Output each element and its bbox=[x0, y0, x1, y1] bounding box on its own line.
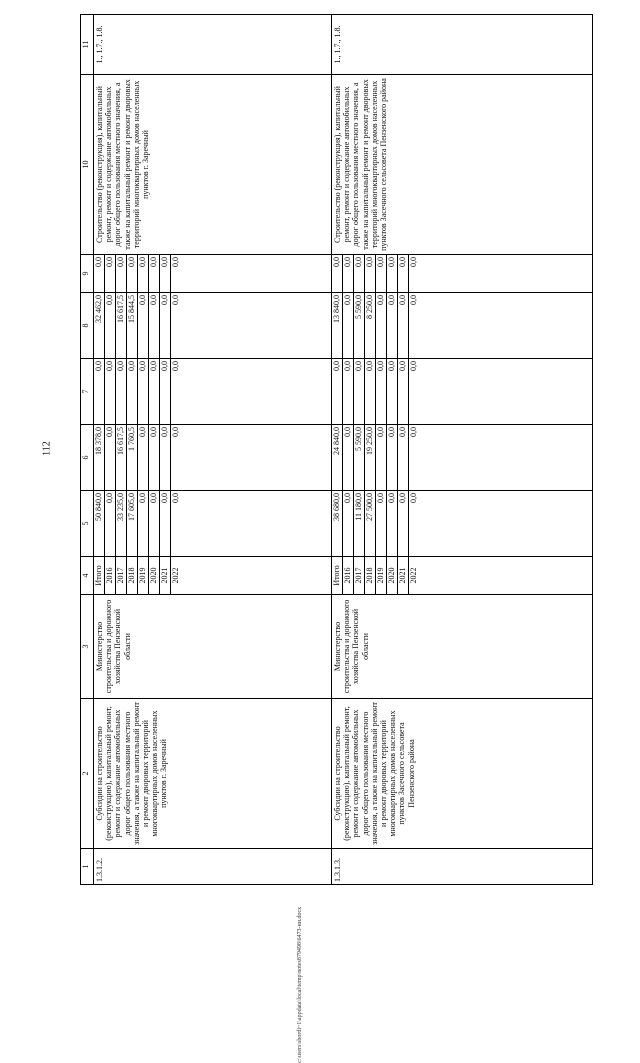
value: 0,0 bbox=[343, 255, 354, 292]
value: 0,0 bbox=[332, 359, 343, 424]
value: 0,0 bbox=[376, 425, 387, 490]
value: 0,0 bbox=[94, 255, 105, 292]
value: 19 250,0 bbox=[365, 425, 376, 490]
col6-cell bbox=[94, 425, 332, 491]
table-row bbox=[94, 15, 332, 885]
value: 0,0 bbox=[343, 359, 354, 424]
row-result: Строительство (реконструкция), капитальный ремонт, ремонт и содержание автомобильных дорог общего пользования местного значения, а также на капитальный ремонт и ремонт дворовых территорий многоквартирных домов населенных пунктов г. Заречный bbox=[94, 75, 332, 255]
value: 0,0 bbox=[387, 491, 398, 556]
row-executor: Министерство строительства и дорожного хозяйства Пензенской области bbox=[94, 595, 332, 699]
value: 0,0 bbox=[105, 491, 116, 556]
value: 18 378,0 bbox=[94, 425, 105, 490]
value: 0,0 bbox=[398, 359, 409, 424]
value: 0,0 bbox=[409, 295, 418, 305]
year: 2022 bbox=[171, 567, 180, 584]
value: 5 590,0 bbox=[354, 425, 365, 490]
value: 0,0 bbox=[160, 491, 171, 556]
value: 0,0 bbox=[116, 255, 127, 292]
col9-cell bbox=[332, 255, 593, 293]
years-cell bbox=[94, 557, 332, 595]
header-cell: 10 bbox=[81, 75, 94, 255]
year: 2021 bbox=[160, 557, 171, 594]
program-table bbox=[80, 14, 593, 885]
header-cell: 5 bbox=[81, 491, 94, 557]
header-cell: 8 bbox=[81, 293, 94, 359]
table-row bbox=[332, 15, 593, 885]
value: 0,0 bbox=[127, 359, 138, 424]
value: 0,0 bbox=[398, 491, 409, 556]
value: 0,0 bbox=[160, 293, 171, 358]
value: 38 680,0 bbox=[332, 491, 343, 556]
row-indicators: 1., 1.7., 1.8. bbox=[94, 15, 332, 75]
value: 0,0 bbox=[160, 425, 171, 490]
value: 0,0 bbox=[149, 359, 160, 424]
year: Итого bbox=[332, 557, 343, 594]
value: 33 235,0 bbox=[116, 491, 127, 556]
value: 0,0 bbox=[398, 255, 409, 292]
value: 11 180,0 bbox=[354, 491, 365, 556]
col7-cell bbox=[332, 359, 593, 425]
value: 0,0 bbox=[149, 425, 160, 490]
col8-cell bbox=[94, 293, 332, 359]
value: 32 462,0 bbox=[94, 293, 105, 358]
year: 2018 bbox=[127, 557, 138, 594]
rotated-table-container bbox=[80, 15, 588, 885]
value: 50 840,0 bbox=[94, 491, 105, 556]
value: 17 605,0 bbox=[127, 491, 138, 556]
year: 2016 bbox=[343, 557, 354, 594]
value: 24 840,0 bbox=[332, 425, 343, 490]
value: 0,0 bbox=[387, 293, 398, 358]
value: 0,0 bbox=[343, 491, 354, 556]
value: 0,0 bbox=[149, 255, 160, 292]
value: 0,0 bbox=[409, 493, 418, 503]
page-number: 112 bbox=[41, 441, 53, 456]
col9-cell bbox=[94, 255, 332, 293]
row-executor: Министерство строительства и дорожного хозяйства Пензенской области bbox=[332, 595, 593, 699]
value: 0,0 bbox=[160, 255, 171, 292]
value: 8 250,0 bbox=[365, 293, 376, 358]
year: Итого bbox=[94, 557, 105, 594]
header-cell: 4 bbox=[81, 557, 94, 595]
year: 2017 bbox=[116, 557, 127, 594]
value: 0,0 bbox=[171, 427, 180, 437]
value: 0,0 bbox=[171, 257, 180, 267]
years-cell bbox=[332, 557, 593, 595]
value: 0,0 bbox=[127, 255, 138, 292]
header-cell: 2 bbox=[81, 699, 94, 849]
value: 0,0 bbox=[409, 427, 418, 437]
value: 15 844,5 bbox=[127, 293, 138, 358]
value: 0,0 bbox=[105, 425, 116, 490]
value: 0,0 bbox=[376, 491, 387, 556]
col5-cell bbox=[332, 491, 593, 557]
year: 2020 bbox=[387, 557, 398, 594]
col6-cell bbox=[332, 425, 593, 491]
value: 0,0 bbox=[149, 491, 160, 556]
row-code: 1.3.1.2. bbox=[94, 849, 332, 885]
row-name: Субсидии на строительство (реконструкцию), капитальный ремонт, ремонт и содержание автомобильных дорог общего пользования местного значения, а также на капитальный ремонт и ремонт дворовых территорий многоквартирных домов населенных пунктов Засечного сельсовета Пензенского района bbox=[332, 699, 593, 849]
year: 2021 bbox=[398, 557, 409, 594]
value: 0,0 bbox=[138, 425, 149, 490]
value: 0,0 bbox=[105, 293, 116, 358]
value: 0,0 bbox=[365, 255, 376, 292]
value: 0,0 bbox=[376, 293, 387, 358]
row-result: Строительство (реконструкция), капитальный ремонт, ремонт и содержание автомобильных дорог общего пользования местного значения, а также на капитальный ремонт и ремонт дворовых территорий многоквартирных домов населенных пунктов Засечного сельсовета Пензенского района bbox=[332, 75, 593, 255]
header-cell: 9 bbox=[81, 255, 94, 293]
value: 0,0 bbox=[354, 255, 365, 292]
value: 1 760,5 bbox=[127, 425, 138, 490]
row-name: Субсидии на строительство (реконструкцию), капитальный ремонт, ремонт и содержание автомобильных дорог общего пользования местного значения, а также на капитальный ремонт и ремонт дворовых территорий многоквартирных домов населенных пунктов г. Заречный bbox=[94, 699, 332, 849]
year: 2016 bbox=[105, 557, 116, 594]
value: 16 617,5 bbox=[116, 293, 127, 358]
value: 0,0 bbox=[354, 359, 365, 424]
header-cell: 11 bbox=[81, 15, 94, 75]
value: 5 590,0 bbox=[354, 293, 365, 358]
header-cell: 1 bbox=[81, 849, 94, 885]
value: 0,0 bbox=[365, 359, 376, 424]
footer-path: c:\users\sbordi~1\appdata\local\temp\notes879498\6473-ни.docx bbox=[297, 906, 303, 1063]
header-cell: 7 bbox=[81, 359, 94, 425]
header-cell: 3 bbox=[81, 595, 94, 699]
value: 0,0 bbox=[160, 359, 171, 424]
value: 0,0 bbox=[149, 293, 160, 358]
value: 0,0 bbox=[138, 255, 149, 292]
row-code: 1.3.1.3. bbox=[332, 849, 593, 885]
header-row bbox=[81, 15, 94, 885]
year: 2022 bbox=[409, 567, 418, 584]
value: 0,0 bbox=[138, 491, 149, 556]
year: 2019 bbox=[376, 557, 387, 594]
value: 0,0 bbox=[376, 359, 387, 424]
value: 0,0 bbox=[171, 295, 180, 305]
row-indicators: 1., 1.7., 1.8. bbox=[332, 15, 593, 75]
value: 16 617,5 bbox=[116, 425, 127, 490]
value: 0,0 bbox=[138, 293, 149, 358]
value: 0,0 bbox=[387, 359, 398, 424]
year: 2019 bbox=[138, 557, 149, 594]
value: 0,0 bbox=[409, 257, 418, 267]
value: 0,0 bbox=[105, 255, 116, 292]
value: 0,0 bbox=[398, 425, 409, 490]
value: 13 840,0 bbox=[332, 293, 343, 358]
col7-cell bbox=[94, 359, 332, 425]
value: 0,0 bbox=[387, 255, 398, 292]
col5-cell bbox=[94, 491, 332, 557]
value: 27 500,0 bbox=[365, 491, 376, 556]
value: 0,0 bbox=[343, 425, 354, 490]
value: 0,0 bbox=[105, 359, 116, 424]
value: 0,0 bbox=[398, 293, 409, 358]
value: 0,0 bbox=[343, 293, 354, 358]
value: 0,0 bbox=[116, 359, 127, 424]
year: 2017 bbox=[354, 557, 365, 594]
value: 0,0 bbox=[332, 255, 343, 292]
value: 0,0 bbox=[376, 255, 387, 292]
value: 0,0 bbox=[171, 361, 180, 371]
header-cell: 6 bbox=[81, 425, 94, 491]
value: 0,0 bbox=[94, 359, 105, 424]
value: 0,0 bbox=[138, 359, 149, 424]
col8-cell bbox=[332, 293, 593, 359]
value: 0,0 bbox=[171, 493, 180, 503]
year: 2018 bbox=[365, 557, 376, 594]
year: 2020 bbox=[149, 557, 160, 594]
value: 0,0 bbox=[409, 361, 418, 371]
value: 0,0 bbox=[387, 425, 398, 490]
